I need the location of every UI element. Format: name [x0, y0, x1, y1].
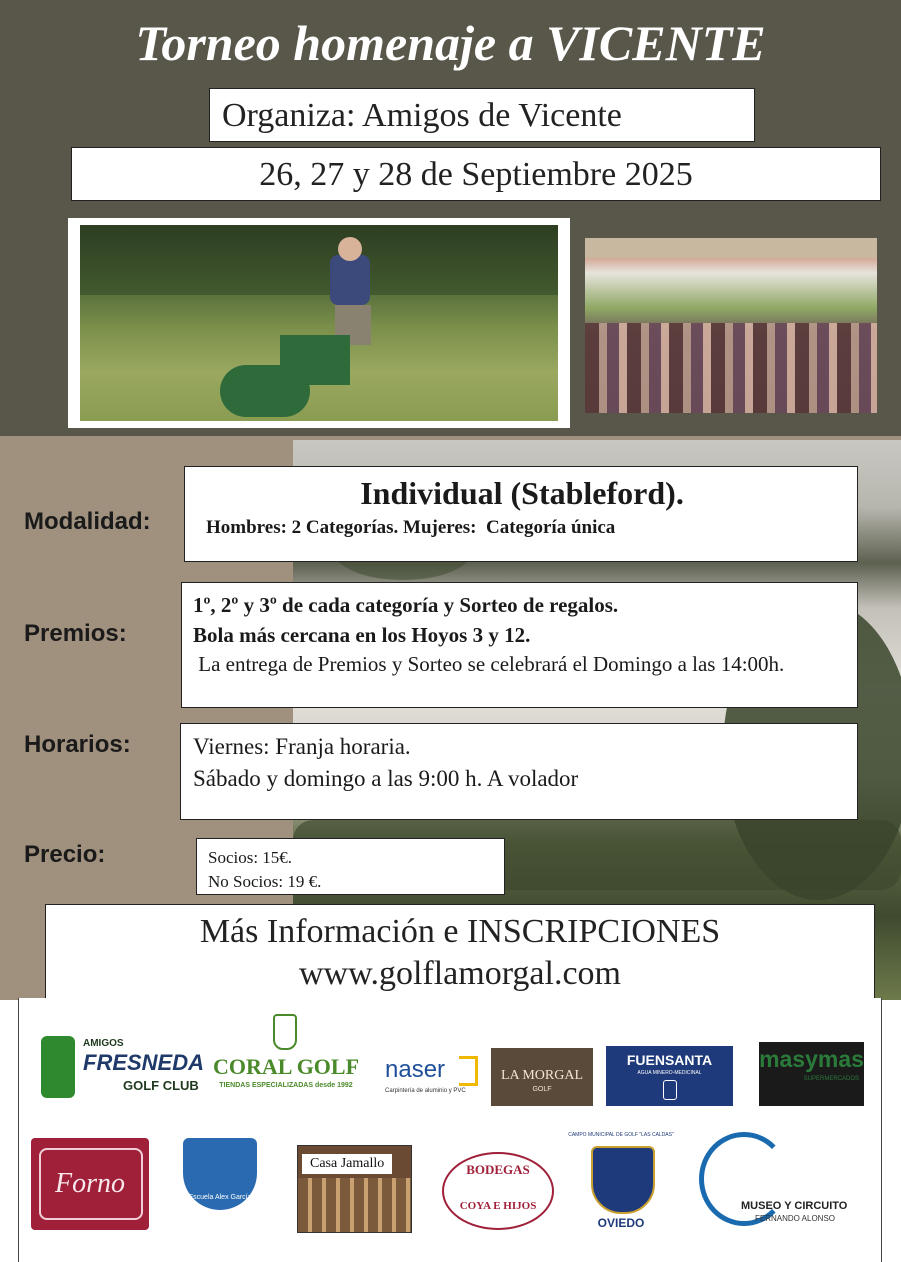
logo-bodegas-coya: [442, 1152, 554, 1230]
morgal-name: LA MORGAL: [500, 1068, 584, 1083]
fuensanta-sub: AGUA MINERO-MEDICINAL: [637, 1070, 702, 1076]
logo-escuela-alex-garcia: [183, 1138, 257, 1226]
sponsors-panel: [18, 998, 882, 1262]
dates-box: 26, 27 y 28 de Septiembre 2025: [71, 147, 881, 201]
museo-name: MUSEO Y CIRCUITO: [741, 1200, 848, 1212]
logo-museo-fernando-alonso: [699, 1132, 859, 1228]
forno-name: Forno: [55, 1168, 125, 1199]
horarios-line1: Viernes: Franja horaria.: [193, 734, 411, 759]
label-horarios: Horarios:: [24, 731, 131, 758]
info-line1: Más Información e INSCRIPCIONES: [199, 913, 721, 950]
info-website[interactable]: www.golflamorgal.com: [299, 955, 621, 992]
fuensanta-name: FUENSANTA: [626, 1052, 713, 1068]
restaurant-icon: [298, 1178, 411, 1232]
golfer-icon: [41, 1036, 75, 1098]
page-title: Torneo homenaje a VICENTE: [135, 15, 766, 71]
fresneda-small: AMIGOS: [83, 1038, 124, 1049]
modalidad-main: Individual (Stableford).: [360, 475, 684, 511]
logo-forno: [31, 1138, 149, 1230]
logo-fresneda: [41, 1032, 203, 1102]
bodegas-bottom: COYA E HIJOS: [459, 1200, 537, 1212]
logo-naser: [385, 1056, 481, 1100]
logo-la-morgal: [491, 1048, 593, 1106]
organizer-box: Organiza: Amigos de Vicente: [209, 88, 755, 142]
precio-no-socios: No Socios: 19 €.: [208, 872, 322, 891]
logo-masymas: [759, 1042, 864, 1106]
coral-sub: TIENDAS ESPECIALIZADAS desde 1992: [219, 1082, 353, 1089]
naser-name: naser: [385, 1056, 446, 1083]
coral-name: CORAL GOLF: [212, 1054, 360, 1079]
logo-coral-golf: [211, 1014, 361, 1100]
premios-line1: 1º, 2º y 3º de cada categoría y Sorteo de regalos.: [193, 593, 619, 617]
bodegas-top: BODEGAS: [466, 1162, 530, 1177]
modalidad-box: [184, 466, 858, 562]
label-modalidad: Modalidad:: [24, 508, 151, 535]
museo-sub: FERNANDO ALONSO: [755, 1214, 836, 1223]
label-precio: Precio:: [24, 841, 106, 868]
premios-box: [181, 582, 858, 708]
crest-cross-icon: [591, 1146, 655, 1214]
oviedo-name: OVIEDO: [597, 1216, 645, 1230]
escuela-name: Escuela Alex García: [188, 1194, 252, 1201]
precio-box: [196, 838, 505, 895]
casa-jamallo-label: Casa Jamallo: [302, 1154, 392, 1174]
naser-sub: Carpintería de aluminio y PVC: [385, 1088, 466, 1094]
morgal-sub: GOLF: [532, 1086, 552, 1093]
modalidad-sub: Hombres: 2 Categorías. Mujeres: Categoría única: [206, 517, 616, 538]
horarios-line2: Sábado y domingo a las 9:00 h. A volador: [193, 766, 579, 791]
shield-icon: [273, 1014, 297, 1050]
masymas-sub: SUPERMERCADOS: [803, 1076, 859, 1082]
photo-mower: [68, 218, 570, 428]
horarios-box: [180, 723, 858, 820]
oviedo-arc: CAMPO MUNICIPAL DE GOLF "LAS CALDAS": [568, 1132, 674, 1138]
premios-line2: Bola más cercana en los Hoyos 3 y 12.: [193, 623, 531, 647]
premios-line3: La entrega de Premios y Sorteo se celebrará el Domingo a las 14:00h.: [193, 652, 785, 676]
logo-campo-oviedo: [565, 1132, 677, 1232]
photo-group: [585, 238, 877, 413]
crest-icon: [663, 1080, 677, 1100]
fresneda-name: FRESNEDA: [83, 1050, 205, 1075]
precio-socios: Socios: 15€.: [208, 848, 293, 867]
fresneda-sub: GOLF CLUB: [123, 1078, 199, 1093]
bracket-icon: [459, 1056, 478, 1086]
masymas-name: masymas: [759, 1046, 864, 1072]
logo-fuensanta: [606, 1046, 733, 1106]
info-box: [45, 904, 875, 1000]
logo-casa-jamallo: [297, 1145, 412, 1233]
label-premios: Premios:: [24, 620, 127, 647]
